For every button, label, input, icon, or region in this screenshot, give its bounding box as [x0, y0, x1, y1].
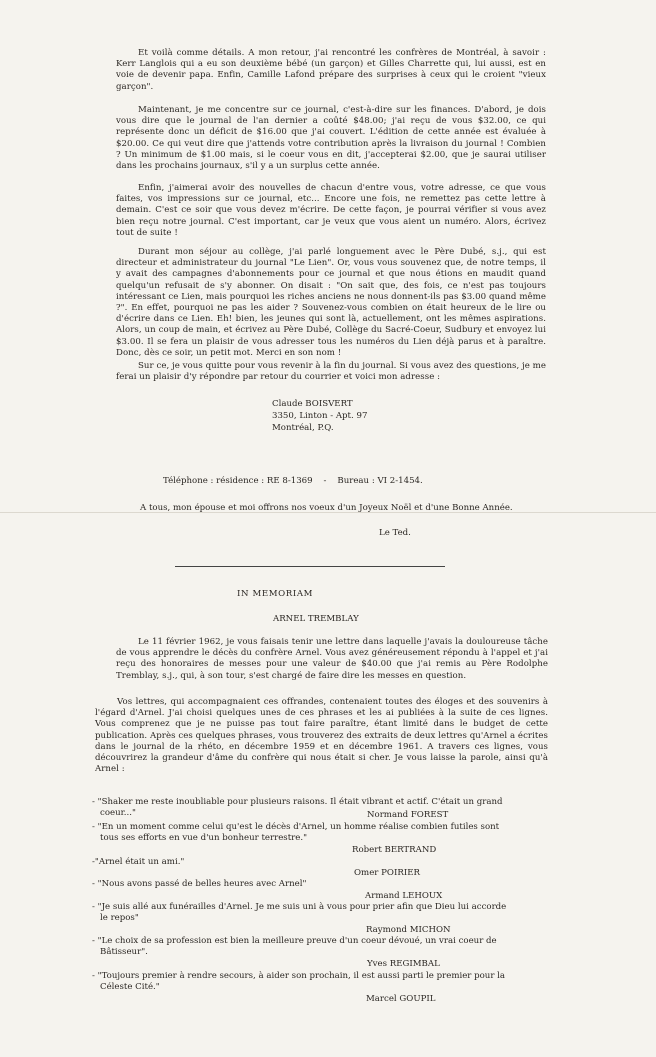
sender-address [272, 398, 367, 434]
quote-5: - "Je suis allé aux funérailles d'Arnel. Je me suis uni à vous pour prier afin que Dieu lui accorde le repos" [92, 902, 507, 923]
letter-paragraph-3: Enfin, j'aimerai avoir des nouvelles de chacun d'entre vous, votre adresse, ce que vous faites, vos impressions sur ce journal, etc... Encore une fois, ne remettez pas cette lettre à demain. C'est ce soir que vous devez m'écrire. De cette façon, je pourrai vérifier si vous avez bien reçu notre journal. C'est important, car je veux que vous aient un numéro. Alors, écrivez tout de suite ! [116, 183, 546, 238]
phone-numbers: Téléphone : résidence : RE 8-1369 - Bureau : VI 2-1454. [163, 476, 423, 486]
memoriam-name: ARNEL TREMBLAY [273, 614, 359, 624]
quote-5-author: Raymond MICHON [366, 925, 451, 935]
address-city: Montréal, P.Q. [272, 423, 334, 433]
quote-1-author: Normand FOREST [367, 810, 449, 820]
holiday-greeting: A tous, mon épouse et moi offrons nos voeux d'un Joyeux Noël et d'une Bonne Année. [140, 503, 513, 513]
quote-6-author: Yves REGIMBAL [367, 959, 440, 969]
quote-3: -"Arnel était un ami." [92, 857, 185, 867]
quote-2: - "En un moment comme celui qu'est le décès d'Arnel, un homme réalise combien futiles sont tous ses efforts en vue d'un bonheur terrestre." [92, 822, 500, 843]
quote-7-author: Marcel GOUPIL [366, 994, 436, 1004]
letter-paragraph-4: Durant mon séjour au collège, j'ai parlé longuement avec le Père Dubé, s.j., qui est directeur et administrateur du journal "Le Lien". Or, vous vous souvenez que, de notre temps, il y avait des campagnes d'abonnements pour ce journal et que nous étions en maudit quand quelqu'un refusait de s'y abonner. On disait : "On sait que, des fois, ce n'est pas toujours intéressant ce Lien, mais pourquoi les riches anciens ne nous donnent-ils pas $3.00 quand même ?". En effet, pourquoi ne pas les aider ? Souvenez-vous combien on était heureux de le lire ou d'écrire dans ce Lien. Eh! bien, les jeunes qui sont là, actuellement, ont les mêmes aspirations. Alors, un coup de main, et écrivez au Père Dubé, Collège du Sacré-Coeur, Sudbury et envoyez lui $3.00. Il se fera un plaisir de vous adresser tous les numéros du Lien déjà parus et à paraître. Donc, dès ce soir, un petit mot. Merci en son nom ! [116, 247, 546, 358]
section-divider [175, 566, 445, 567]
quote-4: - "Nous avons passé de belles heures avec Arnel" [92, 879, 307, 889]
quote-1: - "Shaker me reste inoubliable pour plusieurs raisons. Il était vibrant et actif. C'était un grand coeur..." [92, 797, 503, 818]
quote-3-author: Omer POIRIER [354, 868, 420, 878]
quote-7: - "Toujours premier à rendre secours, à aider son prochain, il est aussi parti le premier pour la Céleste Cité." [92, 971, 506, 992]
quote-2-author: Robert BERTRAND [352, 845, 437, 855]
address-street: 3350, Linton - Apt. 97 [272, 411, 368, 421]
memoriam-paragraph-2: Vos lettres, qui accompagnaient ces offrandes, contenaient toutes des éloges et des souvenirs à l'égard d'Arnel. J'ai choisi quelques unes de ces phrases et les ai publiées à la suite de ces lignes. Vous comprenez que je ne puisse pas tout faire paraître, étant limité dans le budget de cette publication. Après ces quelques phrases, vous trouverez des extraits de deux lettres qu'Arnel a écrites dans le journal de la rhéto, en décembre 1959 et en décembre 1961. A travers ces lignes, vous découvrirez la grandeur d'âme du confrère qui nous était si cher. Je vous laisse la parole, ainsi qu'à Arnel : [95, 697, 548, 775]
letter-paragraph-5: Sur ce, je vous quitte pour vous revenir à la fin du journal. Si vous avez des questions, je me ferai un plaisir d'y répondre par retour du courrier et voici mon adresse : [116, 361, 547, 383]
quote-4-author: Armand LEHOUX [365, 891, 443, 901]
memoriam-paragraph-1: Le 11 février 1962, je vous faisais tenir une lettre dans laquelle j'avais la douloureuse tâche de vous apprendre le décès du confrère Arnel. Vous avez généreusement répondu à l'appel et j'ai reçu des honoraires de messes pour une valeur de $40.00 que j'ai remis au Père Rodolphe Tremblay, s.j., qui, à son tour, s'est chargé de faire dire les messes en question. [116, 637, 548, 681]
letter-paragraph-1: Et voilà comme détails. A mon retour, j'ai rencontré les confrères de Montréal, à savoir : Kerr Langlois qui a eu son deuxième bébé (un garçon) et Gilles Charrette qui, lui aussi, est en voie de devenir papa. Enfin, Camille Lafond prépare des surprises à ceux qui le croient "vieux garçon". [116, 48, 546, 92]
signature: Le Ted. [379, 528, 411, 538]
quote-6: - "Le choix de sa profession est bien la meilleure preuve d'un coeur dévoué, un vrai coeur de Bâtisseur". [92, 936, 497, 957]
memoriam-heading: IN MEMORIAM [237, 589, 314, 599]
letter-paragraph-2: Maintenant, je me concentre sur ce journal, c'est-à-dire sur les finances. D'abord, je dois vous dire que le journal de l'an dernier a coûté $48.00; j'ai reçu de vous $32.00, ce qui représente donc un déficit de $16.00 que j'ai couvert. L'édition de cette année est évaluée à $20.00. Ce qui veut dire que j'attends votre contribution après la livraison du journal ! Combien ? Un minimum de $1.00 mais, si le coeur vous en dit, j'accepterai $2.00, que je saurai utiliser dans les prochains journaux, s'il y a un surplus cette année. [116, 105, 546, 172]
address-name: Claude BOISVERT [272, 399, 353, 409]
